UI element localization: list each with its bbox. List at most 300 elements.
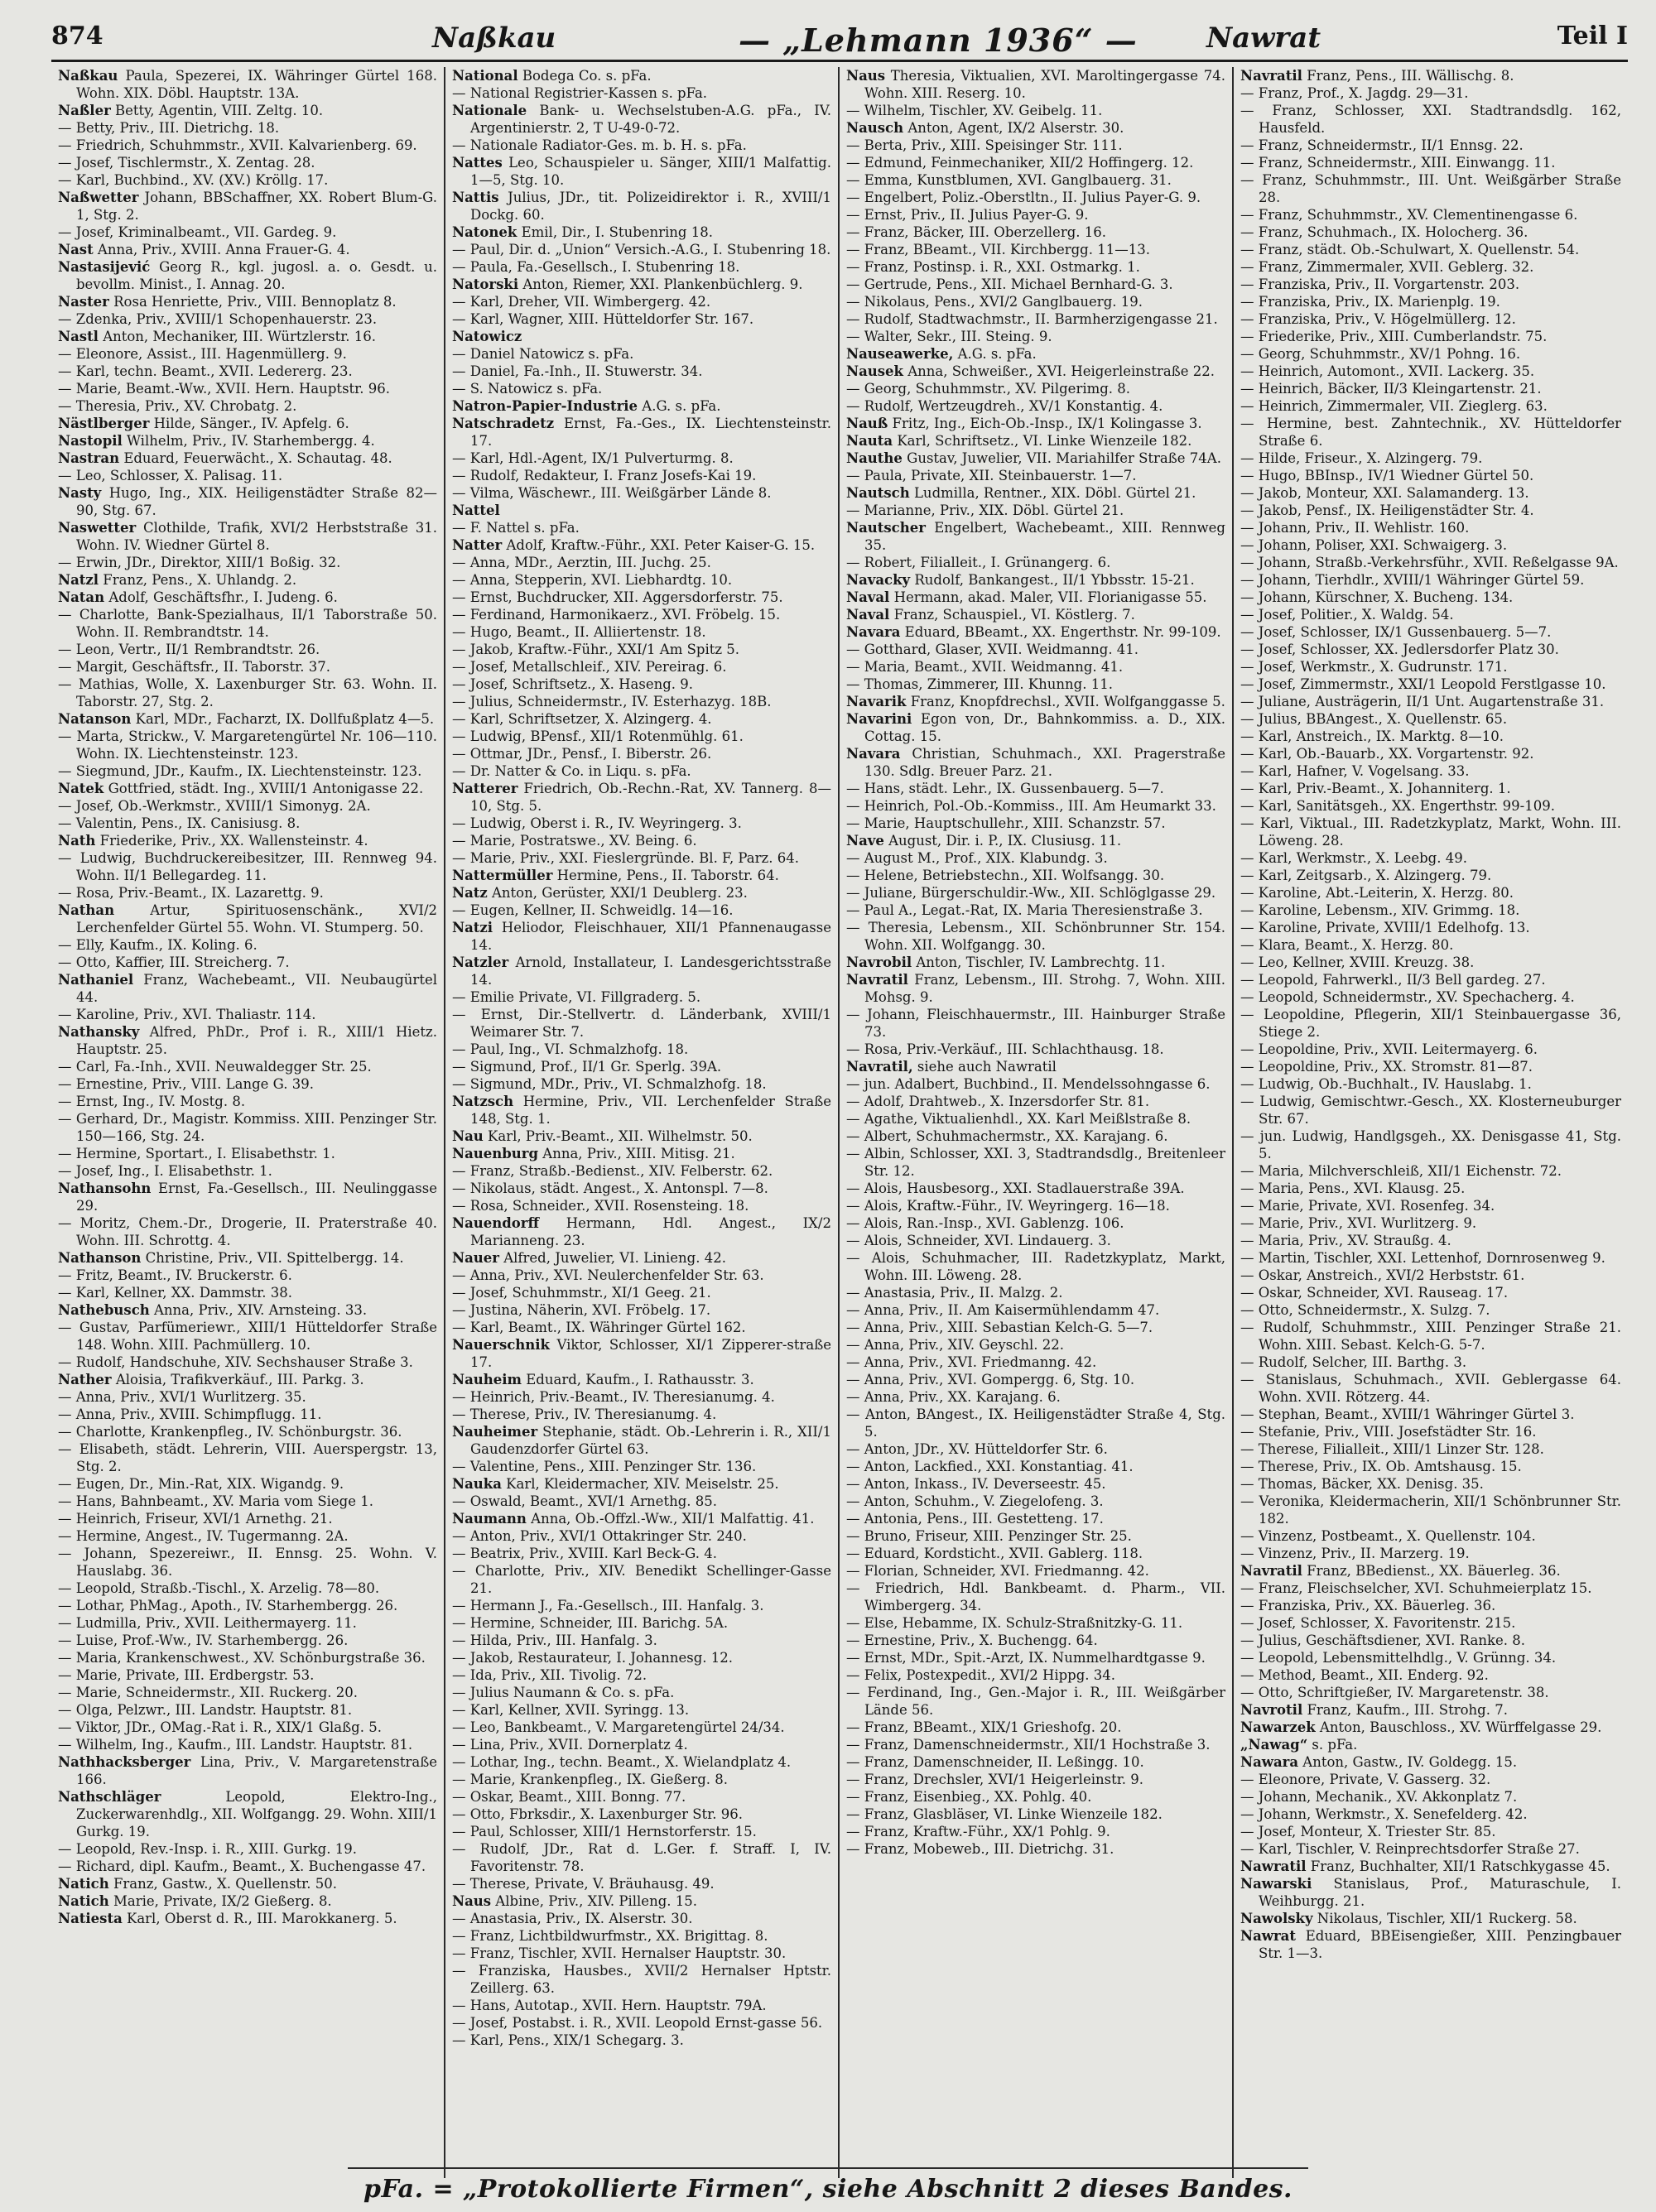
directory-entry: — Karoline, Lebensm., XIV. Grimmg. 18. xyxy=(1240,902,1520,918)
entry-surname: Nauer xyxy=(452,1250,499,1266)
directory-entry: — Maria, Krankenschwest., XV. Schönburgstraße 36. xyxy=(58,1650,426,1666)
directory-entry: — Paula, Private, XII. Steinbauerstr. 1—7. xyxy=(846,468,1137,483)
directory-entry: — Leopoldine, Priv., XVII. Leitermayerg. 6. xyxy=(1240,1041,1538,1057)
directory-entry: — Josef, Tischlermstr., X. Zentag. 28. xyxy=(58,155,315,171)
directory-entry: — Maria, Milchverschleiß, XII/1 Eichenstr. 72. xyxy=(1240,1163,1562,1179)
entry-surname: Navratil, xyxy=(846,1059,913,1075)
directory-entry: — Therese, Filialleit., XIII/1 Linzer Str. 128. xyxy=(1240,1441,1544,1457)
entry-surname: Nauheimer xyxy=(452,1424,538,1440)
entry-surname: Nasty xyxy=(58,485,102,501)
directory-entry: — Karl, Priv.-Beamt., X. Johanniterg. 1. xyxy=(1240,781,1511,796)
directory-entry: — Fritz, Beamt., IV. Bruckerstr. 6. xyxy=(58,1267,292,1283)
directory-entry: Nauenburg Anna, Priv., XIII. Mitisg. 21. xyxy=(452,1146,735,1161)
directory-entry: — Franz, Schlosser, XXI. Stadtrandsdlg. 162, Hausfeld. xyxy=(1240,103,1621,136)
directory-entry: Nauheimer Stephanie, städt. Ob.-Lehrerin i. R., XII/1 Gaudenzdorfer Gürtel 63. xyxy=(452,1424,831,1457)
entry-surname: Nauß xyxy=(846,416,888,431)
directory-entry: — Nikolaus, Pens., XVI/2 Ganglbauerg. 19. xyxy=(846,294,1143,310)
directory-entry: — Leopold, Rev.-Insp. i. R., XIII. Gurkg. 19. xyxy=(58,1841,357,1857)
directory-entry: — Leo, Schlosser, X. Palisag. 11. xyxy=(58,468,283,483)
directory-entry: Natzl Franz, Pens., X. Uhlandg. 2. xyxy=(58,572,297,588)
entry-surname: Nawrat xyxy=(1240,1928,1296,1944)
directory-entry: — Marie, Schneidermstr., XII. Ruckerg. 20. xyxy=(58,1685,359,1700)
directory-entry: — Heinrich, Priv.-Beamt., IV. Theresianumg. 4. xyxy=(452,1389,775,1405)
entry-surname: Naval xyxy=(846,589,890,605)
directory-entry: — Alois, Ran.-Insp., XVI. Gablenzg. 106. xyxy=(846,1215,1124,1231)
directory-entry: — Therese, Priv., IX. Ob. Amtshausg. 15. xyxy=(1240,1459,1522,1474)
directory-entry: Natschradetz Ernst, Fa.-Ges., IX. Liechtensteinstr. 17. xyxy=(452,416,831,449)
directory-entry: Nastran Eduard, Feuerwächt., X. Schautag. 48. xyxy=(58,450,392,466)
directory-entry: — Leopold, Lebensmittelhdlg., V. Grünng. 34. xyxy=(1240,1650,1557,1666)
directory-entry: — Franz, Schuhmmstr., XV. Clementinengasse 6. xyxy=(1240,207,1578,223)
directory-entry: — Anton, JDr., XV. Hütteldorfer Str. 6. xyxy=(846,1441,1108,1457)
directory-entry: — Oskar, Anstreich., XVI/2 Herbststr. 61. xyxy=(1240,1267,1525,1283)
directory-entry: Natich Marie, Private, IX/2 Gießerg. 8. xyxy=(58,1893,332,1909)
directory-entry: Nausek Anna, Schweißer., XVI. Heigerleinstraße 22. xyxy=(846,363,1216,379)
directory-entry: — Rosa, Schneider., XVII. Rosensteing. 18. xyxy=(452,1198,749,1214)
directory-entry: — August M., Prof., XIX. Klabundg. 3. xyxy=(846,850,1108,866)
directory-entry: — Margit, Geschäftsfr., II. Taborstr. 37. xyxy=(58,659,330,675)
directory-entry: Nast Anna, Priv., XVIII. Anna Frauer-G. 4. xyxy=(58,242,350,257)
directory-entry: — Karoline, Abt.-Leiterin, X. Herzg. 80. xyxy=(1240,885,1514,901)
directory-entry: — Olga, Pelzwr., III. Landstr. Hauptstr. 81. xyxy=(58,1702,353,1718)
directory-entry: — Oskar, Beamt., XIII. Bonng. 77. xyxy=(452,1789,686,1805)
directory-entry: Nastl Anton, Mechaniker, III. Würtzlerstr. 16. xyxy=(58,329,377,344)
directory-entry: — Franz, Zimmermaler, XVII. Geblerg. 32. xyxy=(1240,259,1534,275)
header-title: — „Lehmann 1936“ — xyxy=(739,22,1138,59)
directory-entry: — Helene, Betriebstechn., XII. Wolfsangg. 30. xyxy=(846,868,1165,883)
directory-entry: Natz Anton, Gerüster, XXI/1 Deublerg. 23. xyxy=(452,885,748,901)
directory-entry: — Luise, Prof.-Ww., IV. Starhembergg. 26. xyxy=(58,1633,349,1648)
directory-entry: — Robert, Filialleit., I. Grünangerg. 6. xyxy=(846,555,1111,570)
directory-entry: Navratil, siehe auch Nawratil xyxy=(846,1059,1057,1075)
entry-surname: Naswetter xyxy=(58,520,137,536)
directory-entry: — Paula, Fa.-Gesellsch., I. Stubenring 18. xyxy=(452,259,740,275)
directory-entry: Nauta Karl, Schriftsetz., VI. Linke Wienzeile 182. xyxy=(846,433,1192,449)
directory-entry: — Johann, Werkmstr., X. Senefelderg. 42. xyxy=(1240,1806,1528,1822)
directory-entry: — Oswald, Beamt., XVI/1 Arnethg. 85. xyxy=(452,1493,717,1509)
entry-surname: Nauheim xyxy=(452,1372,522,1387)
entry-surname: Natich xyxy=(58,1893,109,1909)
directory-entry: — Karl, Anstreich., IX. Marktg. 8—10. xyxy=(1240,729,1504,744)
directory-entry: Naster Rosa Henriette, Priv., VIII. Bennoplatz 8. xyxy=(58,294,397,310)
page-number: 874 xyxy=(51,22,104,50)
entry-surname: Navara xyxy=(846,624,901,640)
directory-entry: — Method, Beamt., XII. Enderg. 92. xyxy=(1240,1667,1489,1683)
directory-entry: — Zdenka, Priv., XVIII/1 Schopenhauerstr. 23. xyxy=(58,311,378,327)
directory-entry: Navacky Rudolf, Bankangest., II/1 Ybbsstr. 15-21. xyxy=(846,572,1195,588)
directory-entry: — Anna, Stepperin, XVI. Liebhardtg. 10. xyxy=(452,572,733,588)
directory-entry: — Vinzenz, Priv., II. Marzerg. 19. xyxy=(1240,1546,1470,1561)
directory-entry: — Georg, Schuhmmstr., XV. Pilgerimg. 8. xyxy=(846,381,1131,397)
directory-entry: — Hermine, Angest., IV. Tugermanng. 2A. xyxy=(58,1528,349,1544)
directory-entry: — Karl, Werkmstr., X. Leebg. 49. xyxy=(1240,850,1467,866)
directory-entry: — Ernestine, Priv., X. Buchengg. 64. xyxy=(846,1633,1098,1648)
entry-surname: Nausch xyxy=(846,120,904,136)
directory-entry: — Julius, Schneidermstr., IV. Esterhazyg. 18B. xyxy=(452,694,772,709)
directory-entry: — Karl, Wagner, XIII. Hütteldorfer Str. 167. xyxy=(452,311,754,327)
entry-surname: Naßler xyxy=(58,103,111,118)
directory-entry: — Rudolf, Stadtwachmstr., II. Barmherzigengasse 21. xyxy=(846,311,1218,327)
entry-surname: Nathansohn xyxy=(58,1181,152,1196)
entry-surname: Nausek xyxy=(846,363,903,379)
directory-entry: Nasty Hugo, Ing., XIX. Heiligenstädter Straße 82—90, Stg. 67. xyxy=(58,485,437,518)
directory-entry: Nathansohn Ernst, Fa.-Gesellsch., III. Neulinggasse 29. xyxy=(58,1181,437,1214)
entry-surname: Navratil xyxy=(846,972,908,988)
directory-entry: — jun. Adalbert, Buchbind., II. Mendelssohngasse 6. xyxy=(846,1076,1211,1092)
directory-entry: — Franziska, Priv., II. Vorgartenstr. 203. xyxy=(1240,276,1520,292)
directory-entry: — Franz, Damenschneidermstr., XII/1 Hochstraße 3. xyxy=(846,1737,1211,1753)
directory-entry: — Friederike, Priv., XIII. Cumberlandstr. 75. xyxy=(1240,329,1548,344)
directory-entry: Nather Aloisia, Trafikverkäuf., III. Parkg. 3. xyxy=(58,1372,364,1387)
directory-entry: — Theresia, Lebensm., XII. Schönbrunner Str. 154. Wohn. XII. Wolfgangg. 30. xyxy=(846,920,1225,953)
entry-surname: Nationale xyxy=(452,103,527,118)
directory-entry: — Anna, Priv., XVI. Gompergg. 6, Stg. 10. xyxy=(846,1372,1135,1387)
directory-entry: — Ida, Priv., XII. Tivolig. 72. xyxy=(452,1667,647,1683)
directory-entry: Natter Adolf, Kraftw.-Führ., XXI. Peter Kaiser-G. 15. xyxy=(452,537,816,553)
directory-entry: — Maria, Beamt., XVII. Weidmanng. 41. xyxy=(846,659,1124,675)
directory-entry: — Rudolf, JDr., Rat d. L.Ger. f. Straff. I, IV. Favoritenstr. 78. xyxy=(452,1841,831,1874)
directory-entry: Naßkau Paula, Spezerei, IX. Währinger Gürtel 168. Wohn. XIX. Döbl. Hauptstr. 13A. xyxy=(58,68,437,101)
directory-entry: — Hilde, Friseur., X. Alzingerg. 79. xyxy=(1240,450,1483,466)
page-header xyxy=(51,18,1628,62)
entry-surname: „Nawag“ xyxy=(1240,1737,1308,1753)
directory-entry: — Gertrude, Pens., XII. Michael Bernhard-G. 3. xyxy=(846,276,1173,292)
directory-entry: — Karl, Viktual., III. Radetzkyplatz, Markt, Wohn. III. Löweng. 28. xyxy=(1240,815,1621,849)
directory-entry: — Leopoldine, Priv., XX. Stromstr. 81—87. xyxy=(1240,1059,1533,1075)
header-part: Teil I xyxy=(1557,22,1628,50)
directory-entry: Nastopil Wilhelm, Priv., IV. Starhembergg. 4. xyxy=(58,433,375,449)
directory-entry: — Klara, Beamt., X. Herzg. 80. xyxy=(1240,937,1454,953)
directory-entry: — Leopold, Straßb.-Tischl., X. Arzelig. 78—80. xyxy=(58,1580,380,1596)
directory-entry: Natzi Heliodor, Fleischhauer, XII/1 Pfannenaugasse 14. xyxy=(452,920,831,953)
entry-surname: Natan xyxy=(58,589,105,605)
directory-entry: — Josef, Ob.-Werkmstr., XVIII/1 Simonyg. 2A. xyxy=(58,798,371,814)
directory-entry: — Otto, Schriftgießer, IV. Margaretenstr. 38. xyxy=(1240,1685,1549,1700)
entry-surname: Navratil xyxy=(1240,1563,1302,1579)
directory-entry: — Marie, Hauptschullehr., XIII. Schanzstr. 57. xyxy=(846,815,1166,831)
directory-entry: — Thomas, Bäcker, XX. Denisg. 35. xyxy=(1240,1476,1484,1492)
directory-entry: — Carl, Fa.-Inh., XVII. Neuwaldegger Str. 25. xyxy=(58,1059,372,1075)
directory-entry: — Ludwig, Buchdruckereibesitzer, III. Rennweg 94. Wohn. II/1 Bellegardeg. 11. xyxy=(58,850,437,883)
directory-entry: Nauß Fritz, Ing., Eich-Ob.-Insp., IX/1 Kolingasse 3. xyxy=(846,416,1202,431)
column-2 xyxy=(445,67,840,2178)
directory-entry: Naumann Anna, Ob.-Offzl.-Ww., XII/1 Malfattig. 41. xyxy=(452,1511,815,1527)
directory-entry: — Eugen, Kellner, II. Schweidlg. 14—16. xyxy=(452,902,734,918)
directory-entry: — Karl, Hafner, V. Vogelsang. 33. xyxy=(1240,763,1470,779)
entry-surname: Natiesta xyxy=(58,1911,123,1926)
entry-surname: Nastl xyxy=(58,329,99,344)
directory-entry: — S. Natowicz s. pFa. xyxy=(452,381,603,397)
entry-surname: Nautscher xyxy=(846,520,926,536)
entry-surname: Nattel xyxy=(452,503,500,518)
directory-entry: — Hugo, BBInsp., IV/1 Wiedner Gürtel 50. xyxy=(1240,468,1534,483)
directory-entry: — Franz, Bäcker, III. Oberzellerg. 16. xyxy=(846,224,1106,240)
directory-entry: — Josef, Schlosser, XX. Jedlersdorfer Platz 30. xyxy=(1240,642,1559,657)
directory-entry: — Hermine, Schneider, III. Barichg. 5A. xyxy=(452,1615,729,1631)
directory-entry: — Hilda, Priv., III. Hanfalg. 3. xyxy=(452,1633,657,1648)
entry-surname: Nauka xyxy=(452,1476,502,1492)
directory-entry: — Alois, Kraftw.-Führ., IV. Weyringerg. 16—18. xyxy=(846,1198,1170,1214)
directory-entry: — Emilie Private, VI. Fillgraderg. 5. xyxy=(452,989,701,1005)
directory-entry: — Ludwig, BPensf., XII/1 Rotenmühlg. 61. xyxy=(452,729,744,744)
directory-entry: — Josef, Schlosser, IX/1 Gussenbauerg. 5—7. xyxy=(1240,624,1552,640)
directory-entry: — Karl, Beamt., IX. Währinger Gürtel 162. xyxy=(452,1320,746,1335)
directory-entry: — Anna, Priv., XIII. Sebastian Kelch-G. 5—7. xyxy=(846,1320,1153,1335)
directory-entry: — Paul, Ing., VI. Schmalzhofg. 18. xyxy=(452,1041,689,1057)
directory-entry: — jun. Ludwig, Handlgsgeh., XX. Denisgasse 41, Stg. 5. xyxy=(1240,1128,1621,1161)
entry-surname: Nastopil xyxy=(58,433,123,449)
directory-entry: — Ferdinand, Ing., Gen.-Major i. R., III. Weißgärber Lände 56. xyxy=(846,1685,1225,1718)
directory-entry: — Josef, Metallschleif., XIV. Pereirag. 6. xyxy=(452,659,727,675)
directory-entry: Nawarzek Anton, Bauschloss., XV. Würffelgasse 29. xyxy=(1240,1719,1602,1735)
entry-surname: Nawarzek xyxy=(1240,1719,1316,1735)
directory-entry: Nautscher Engelbert, Wachebeamt., XIII. Rennweg 35. xyxy=(846,520,1225,553)
directory-entry: — Karl, Sanitätsgeh., XX. Engerthstr. 99-109. xyxy=(1240,798,1555,814)
entry-surname: Nathebusch xyxy=(58,1302,150,1318)
entry-surname: Nauseawerke, xyxy=(846,346,954,362)
directory-entry: — Ernestine, Priv., VIII. Lange G. 39. xyxy=(58,1076,314,1092)
entry-surname: Natz xyxy=(452,885,488,901)
directory-entry: — Johann, Straßb.-Verkehrsführ., XVII. Reßelgasse 9A. xyxy=(1240,555,1619,570)
directory-entry: — Franziska, Priv., XX. Bäuerleg. 36. xyxy=(1240,1598,1496,1613)
directory-entry: — Ludwig, Ob.-Buchhalt., IV. Hauslabg. 1. xyxy=(1240,1076,1532,1092)
directory-entry: — Jakob, Restaurateur, I. Johannesg. 12. xyxy=(452,1650,734,1666)
directory-entry: — Franz, BBeamt., XIX/1 Grieshofg. 20. xyxy=(846,1719,1122,1735)
entry-surname: Nattermüller xyxy=(452,868,553,883)
directory-entry: — Anna, Priv., XIV. Geyschl. 22. xyxy=(846,1337,1065,1353)
directory-entry: — Valentine, Pens., XIII. Penzinger Str. 136. xyxy=(452,1459,757,1474)
directory-entry: — Josef, Schriftsetz., X. Haseng. 9. xyxy=(452,676,694,692)
entry-surname: Naster xyxy=(58,294,109,310)
directory-entry: — Franz, Straßb.-Bedienst., XIV. Felberstr. 62. xyxy=(452,1163,773,1179)
entry-surname: Nast xyxy=(58,242,94,257)
directory-entry: — Johann, Mechanik., XV. Akkonplatz 7. xyxy=(1240,1789,1518,1805)
directory-entry: — Edmund, Feinmechaniker, XII/2 Hoffingerg. 12. xyxy=(846,155,1194,171)
directory-entry: — Hans, städt. Lehr., IX. Gussenbauerg. 5—7. xyxy=(846,781,1164,796)
directory-entry: — Theresia, Priv., XV. Chrobatg. 2. xyxy=(58,398,297,414)
footer-note: pFa. = „Protokollierte Firmen“, siehe Abschnitt 2 dieses Bandes. xyxy=(363,2175,1293,2204)
directory-entry: „Nawag“ s. pFa. xyxy=(1240,1737,1358,1753)
directory-entry: — Franziska, Priv., V. Högelmüllerg. 12. xyxy=(1240,311,1516,327)
directory-entry: — Karl, Zeitgsarb., X. Alzingerg. 79. xyxy=(1240,868,1492,883)
directory-entry: — Charlotte, Priv., XIV. Benedikt Schellinger-Gasse 21. xyxy=(452,1563,831,1596)
entry-surname: Natek xyxy=(58,781,104,796)
directory-entry: — Franz, städt. Ob.-Schulwart, X. Quellenstr. 54. xyxy=(1240,242,1580,257)
directory-entry: — Gerhard, Dr., Magistr. Kommiss. XIII. Penzinger Str. 150—166, Stg. 24. xyxy=(58,1111,437,1144)
directory-entry: Navratil Franz, Lebensm., III. Strohg. 7, Wohn. XIII. Mohsg. 9. xyxy=(846,972,1225,1005)
directory-entry: Naus Theresia, Viktualien, XVI. Maroltingergasse 74. Wohn. XIII. Reserg. 10. xyxy=(846,68,1225,101)
directory-entry: Nauseawerke, A.G. s. pFa. xyxy=(846,346,1037,362)
directory-entry: — Karoline, Priv., XVI. Thaliastr. 114. xyxy=(58,1007,316,1022)
directory-entry: — Ottmar, JDr., Pensf., I. Biberstr. 26. xyxy=(452,746,712,762)
directory-entry: Nauthe Gustav, Juwelier, VII. Mariahilfer Straße 74A. xyxy=(846,450,1221,466)
directory-entry: — Franz, Fleischselcher, XVI. Schuhmeierplatz 15. xyxy=(1240,1580,1592,1596)
directory-entry: — Franz, Glasbläser, VI. Linke Wienzeile 182. xyxy=(846,1806,1163,1822)
directory-entry: — Berta, Priv., XIII. Speisinger Str. 111. xyxy=(846,137,1123,153)
directory-entry: — Julius Naumann & Co. s. pFa. xyxy=(452,1685,675,1700)
directory-entry: — Charlotte, Krankenpfleg., IV. Schönburgstr. 36. xyxy=(58,1424,402,1440)
directory-entry: Naswetter Clothilde, Trafik, XVI/2 Herbststraße 31. Wohn. IV. Wiedner Gürtel 8. xyxy=(58,520,437,553)
entry-surname: Navacky xyxy=(846,572,911,588)
directory-entry: — Ludwig, Gemischtwr.-Gesch., XX. Klosterneuburger Str. 67. xyxy=(1240,1094,1621,1127)
directory-entry: Navratil Franz, BBedienst., XX. Bäuerleg. 36. xyxy=(1240,1563,1561,1579)
directory-entry: — Franz, Schuhmach., IX. Holocherg. 36. xyxy=(1240,224,1528,240)
directory-entry: — Rudolf, Schuhmmstr., XIII. Penzinger Straße 21. Wohn. XIII. Sebast. Kelch-G. 5-7. xyxy=(1240,1320,1621,1353)
directory-entry: — Richard, dipl. Kaufm., Beamt., X. Buchengasse 47. xyxy=(58,1859,426,1874)
directory-entry: — Franz, Damenschneider, II. Leßingg. 10. xyxy=(846,1754,1144,1770)
entry-surname: Navarik xyxy=(846,694,907,709)
entry-surname: Nauerschnik xyxy=(452,1337,550,1353)
directory-entry: Navara Christian, Schuhmach., XXI. Pragerstraße 130. Sdlg. Breuer Parz. 21. xyxy=(846,746,1225,779)
directory-entry: — Josef, Ing., I. Elisabethstr. 1. xyxy=(58,1163,272,1179)
directory-entry: — Karl, Kellner, XVII. Syringg. 13. xyxy=(452,1702,690,1718)
directory-entry: Nathschläger Leopold, Elektro-Ing., Zuckerwarenhdlg., XII. Wolfgangg. 29. Wohn. XIII/1 Gurkg. 19. xyxy=(58,1789,437,1839)
directory-entry: — Emma, Kunstblumen, XVI. Ganglbauerg. 31. xyxy=(846,172,1172,188)
directory-entry: Navara Eduard, BBeamt., XX. Engerthstr. Nr. 99-109. xyxy=(846,624,1221,640)
directory-entry: National Bodega Co. s. pFa. xyxy=(452,68,652,84)
directory-entry: — Franz, Kraftw.-Führ., XX/1 Pohlg. 9. xyxy=(846,1824,1110,1839)
directory-entry: Nawolsky Nikolaus, Tischler, XII/1 Ruckerg. 58. xyxy=(1240,1911,1577,1926)
entry-surname: Natron-Papier-Industrie xyxy=(452,398,638,414)
directory-entry: Nautsch Ludmilla, Rentner., XIX. Döbl. Gürtel 21. xyxy=(846,485,1196,501)
directory-entry: Natzler Arnold, Installateur, I. Landesgerichtsstraße 14. xyxy=(452,955,831,988)
directory-entry: — Oskar, Schneider, XVI. Rauseag. 17. xyxy=(1240,1285,1509,1301)
directory-entry: Nauheim Eduard, Kaufm., I. Rathausstr. 3. xyxy=(452,1372,754,1387)
directory-entry: Nauka Karl, Kleidermacher, XIV. Meiselstr. 25. xyxy=(452,1476,779,1492)
entry-surname: Natzler xyxy=(452,955,509,970)
directory-entry: — Franz, BBeamt., VII. Kirchbergg. 11—13. xyxy=(846,242,1150,257)
directory-entry: — Moritz, Chem.-Dr., Drogerie, II. Praterstraße 40. Wohn. III. Schrottg. 4. xyxy=(58,1215,437,1248)
entry-surname: Nästlberger xyxy=(58,416,150,431)
directory-entry: — Walter, Sekr., III. Steing. 9. xyxy=(846,329,1052,344)
directory-entry: — Rudolf, Redakteur, I. Franz Josefs-Kai 19. xyxy=(452,468,757,483)
directory-entry: Nathebusch Anna, Priv., XIV. Arnsteing. 33. xyxy=(58,1302,368,1318)
directory-entry: Natorski Anton, Riemer, XXI. Plankenbüchlerg. 9. xyxy=(452,276,803,292)
entry-surname: Nauendorff xyxy=(452,1215,540,1231)
directory-entry: — Lothar, Ing., techn. Beamt., X. Wielandplatz 4. xyxy=(452,1754,792,1770)
directory-entry: — Franziska, Hausbes., XVII/2 Hernalser Hptstr. Zeillerg. 63. xyxy=(452,1963,831,1996)
directory-entry: — Ernst, Dir.-Stellvertr. d. Länderbank, XVIII/1 Weimarer Str. 7. xyxy=(452,1007,831,1040)
directory-entry: — Alois, Schneider, XVI. Lindauerg. 3. xyxy=(846,1233,1111,1248)
directory-entry: — Heinrich, Automont., XVII. Lackerg. 35. xyxy=(1240,363,1535,379)
directory-entry: Nawara Anton, Gastw., IV. Goldegg. 15. xyxy=(1240,1754,1518,1770)
directory-entry: — Valentin, Pens., IX. Canisiusg. 8. xyxy=(58,815,301,831)
directory-entry: — Anna, Priv., XVI. Neulerchenfelder Str. 63. xyxy=(452,1267,764,1283)
directory-entry: — Marie, Private, XVI. Rosenfeg. 34. xyxy=(1240,1198,1495,1214)
directory-entry: Naus Albine, Priv., XIV. Pilleng. 15. xyxy=(452,1893,697,1909)
directory-entry: — Heinrich, Zimmermaler, VII. Zieglerg. 63. xyxy=(1240,398,1548,414)
directory-entry: Navarini Egon von, Dr., Bahnkommiss. a. D., XIX. Cottag. 15. xyxy=(846,711,1225,744)
directory-entry: Navratil Franz, Pens., III. Wällischg. 8. xyxy=(1240,68,1514,84)
directory-entry: — Anastasia, Priv., IX. Alserstr. 30. xyxy=(452,1911,693,1926)
directory-entry: — Betty, Priv., III. Dietrichg. 18. xyxy=(58,120,280,136)
directory-entry: — Karl, Pens., XIX/1 Schegarg. 3. xyxy=(452,2032,684,2048)
directory-entry: Nath Friederike, Priv., XX. Wallensteinstr. 4. xyxy=(58,833,368,849)
directory-entry: — Rosa, Priv.-Verkäuf., III. Schlachthausg. 18. xyxy=(846,1041,1164,1057)
directory-entry: — Lothar, PhMag., Apoth., IV. Starhembergg. 26. xyxy=(58,1598,398,1613)
directory-entry: — Josef, Postabst. i. R., XVII. Leopold Ernst-gasse 56. xyxy=(452,2015,823,2031)
directory-entry: — Anna, MDr., Aerztin, III. Juchg. 25. xyxy=(452,555,711,570)
directory-entry: Natonek Emil, Dir., I. Stubenring 18. xyxy=(452,224,713,240)
directory-entry: — Friedrich, Schuhmmstr., XVII. Kalvarienberg. 69. xyxy=(58,137,417,153)
directory-entry: — Georg, Schuhmmstr., XV/1 Pohng. 16. xyxy=(1240,346,1521,362)
directory-entry: — Leon, Vertr., II/1 Rembrandtstr. 26. xyxy=(58,642,320,657)
entry-surname: Nathanson xyxy=(58,1250,142,1266)
entry-surname: Naval xyxy=(846,607,890,623)
entry-surname: Natowicz xyxy=(452,329,522,344)
entry-surname: Nastasijević xyxy=(58,259,151,275)
directory-entry: — Rudolf, Selcher, III. Barthg. 3. xyxy=(1240,1354,1467,1370)
directory-entry: — Heinrich, Friseur, XVI/1 Arnethg. 21. xyxy=(58,1511,333,1527)
directory-entry: Natich Franz, Gastw., X. Quellenstr. 50. xyxy=(58,1876,337,1892)
directory-entry: — Ernst, Ing., IV. Mostg. 8. xyxy=(58,1094,246,1109)
directory-entry: Naßwetter Johann, BBSchaffner, XX. Robert Blum-G. 1, Stg. 2. xyxy=(58,190,437,223)
entry-surname: Naus xyxy=(846,68,886,84)
directory-entry: Nationale Bank- u. Wechselstuben-A.G. pFa., IV. Argentinierstr. 2, T U-49-0-72. xyxy=(452,103,831,136)
directory-entry: — Ludwig, Oberst i. R., IV. Weyringerg. 3. xyxy=(452,815,742,831)
directory-entry: Nawarski Stanislaus, Prof., Maturaschule, I. Weihburgg. 21. xyxy=(1240,1876,1621,1909)
entry-surname: Nather xyxy=(58,1372,112,1387)
entry-surname: Nautsch xyxy=(846,485,910,501)
directory-entry: — Juliane, Bürgerschuldir.-Ww., XII. Schlöglgasse 29. xyxy=(846,885,1216,901)
directory-entry: — Beatrix, Priv., XVIII. Karl Beck-G. 4. xyxy=(452,1546,717,1561)
entry-surname: Naßwetter xyxy=(58,190,139,205)
directory-entry: — Gotthard, Glaser, XVII. Weidmanng. 41. xyxy=(846,642,1139,657)
directory-entry: — Franz, Tischler, XVII. Hernalser Hauptstr. 30. xyxy=(452,1945,787,1961)
directory-entry: — Johann, Poliser, XXI. Schwaigerg. 3. xyxy=(1240,537,1508,553)
entry-surname: Nathaniel xyxy=(58,972,134,988)
directory-entry: — Ernst, Buchdrucker, XII. Aggersdorferstr. 75. xyxy=(452,589,783,605)
entry-surname: Nauthe xyxy=(846,450,903,466)
directory-entry: — Otto, Kaffier, III. Streicherg. 7. xyxy=(58,955,290,970)
entry-surname: Navratil xyxy=(1240,68,1302,84)
directory-entry: — Anastasia, Priv., II. Malzg. 2. xyxy=(846,1285,1063,1301)
directory-entry: Navarik Franz, Knopfdrechsl., XVII. Wolfganggasse 5. xyxy=(846,694,1225,709)
directory-entry: Naßler Betty, Agentin, VIII. Zeltg. 10. xyxy=(58,103,324,118)
entry-surname: Nathan xyxy=(58,902,115,918)
directory-entry: Navrobil Anton, Tischler, IV. Lambrechtg. 11. xyxy=(846,955,1166,970)
entry-surname: Nathansky xyxy=(58,1024,140,1040)
directory-entry: Nauer Alfred, Juwelier, VI. Linieng. 42. xyxy=(452,1250,726,1266)
directory-entry: — Josef, Politier., X. Waldg. 54. xyxy=(1240,607,1454,623)
directory-entry: — Wilhelm, Tischler, XV. Geibelg. 11. xyxy=(846,103,1103,118)
directory-entry: — Anton, BAngest., IX. Heiligenstädter Straße 4, Stg. 5. xyxy=(846,1407,1225,1440)
directory-entry: Natron-Papier-Industrie A.G. s. pFa. xyxy=(452,398,721,414)
entry-surname: Navrotil xyxy=(1240,1702,1303,1718)
entry-surname: Nattis xyxy=(452,190,499,205)
directory-entry: Natanson Karl, MDr., Facharzt, IX. Dollfußplatz 4—5. xyxy=(58,711,435,727)
directory-entry: — Felix, Postexpedit., XVI/2 Hippg. 34. xyxy=(846,1667,1116,1683)
directory-entry: — Marta, Strickw., V. Margaretengürtel Nr. 106—110. Wohn. IX. Liechtensteinstr. 123. xyxy=(58,729,437,762)
header-first-entry: Naßkau xyxy=(432,22,556,55)
directory-entry: Natterer Friedrich, Ob.-Rechn.-Rat, XV. Tannerg. 8—10, Stg. 5. xyxy=(452,781,831,814)
entry-surname: Navara xyxy=(846,746,901,762)
directory-entry: — Marie, Private, III. Erdbergstr. 53. xyxy=(58,1667,315,1683)
directory-entry: — Anton, Lackfied., XXI. Konstantiag. 41. xyxy=(846,1459,1134,1474)
directory-entry: — Adolf, Drahtweb., X. Inzersdorfer Str. 81. xyxy=(846,1094,1150,1109)
directory-entry: — Vinzenz, Postbeamt., X. Quellenstr. 104. xyxy=(1240,1528,1536,1544)
directory-entry: Nathansky Alfred, PhDr., Prof i. R., XIII/1 Hietz. Hauptstr. 25. xyxy=(58,1024,437,1057)
directory-entry: Nastasijević Georg R., kgl. jugosl. a. o. Gesdt. u. bevollm. Minist., I. Annag. 20. xyxy=(58,259,437,292)
column-1 xyxy=(51,67,445,2178)
directory-entry: — Anna, Priv., XX. Karajang. 6. xyxy=(846,1389,1061,1405)
column-3 xyxy=(840,67,1234,2178)
entry-surname: Natterer xyxy=(452,781,518,796)
directory-entry: — Thomas, Zimmerer, III. Khunng. 11. xyxy=(846,676,1113,692)
directory-entry: — Marianne, Priv., XIX. Döbl. Gürtel 21. xyxy=(846,503,1124,518)
directory-entry: — Ferdinand, Harmonikaerz., XVI. Fröbelg. 15. xyxy=(452,607,781,623)
directory-entry: — Eleonore, Private, V. Gasserg. 32. xyxy=(1240,1772,1491,1787)
